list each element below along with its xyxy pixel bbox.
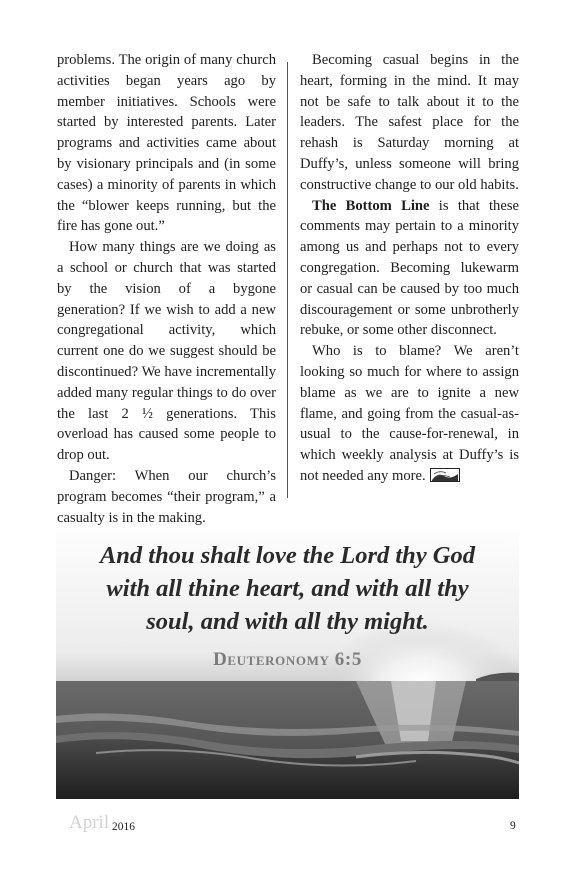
verse-line-3: soul, and with all thy might. <box>146 608 429 635</box>
verse-line-1: And thou shalt love the Lord thy God <box>99 542 476 569</box>
page-number: 9 <box>510 820 516 832</box>
end-of-article-icon <box>430 468 460 482</box>
right-paragraph-1: Becoming casual begins in the heart, forming in the mind. It may not be safe to talk about it to the leaders. The safest place for the rehash is Saturday morning at Duffy’s, unless someone will bring constructive change to our old habits. <box>300 52 519 193</box>
verse-text <box>56 539 519 638</box>
bottom-line-heading: The Bottom Line <box>312 197 430 214</box>
footer-month: April <box>69 812 110 833</box>
right-paragraph-3 <box>300 341 519 487</box>
left-paragraph-2: How many things are we doing as a school or church that was started by the vision of a bygone generation? If we wish to add a new congregational activity, which current one do we suggest should be discontinued? We have incrementally added many regular things to do over the last 2 ½ generations. This overload has caused some people to drop out. <box>57 239 276 464</box>
closing-text: Who is to blame? We aren’t looking so much for where to assign blame as we are to ignite a new flame, and going from the casual-as-usual to the cause-for-renewal, in which weekly analysis at Duffy’s is not needed any more. <box>300 343 519 484</box>
footer-year: 2016 <box>112 821 135 833</box>
right-paragraph-2 <box>300 196 519 342</box>
left-paragraph-3: Danger: When our church’s program becomes “their program,” a casualty is in the making. <box>57 467 276 526</box>
scripture-banner <box>56 531 519 799</box>
left-paragraph-1: problems. The origin of many church activities began years ago by member initiatives. Schools were started by interested parents. Later programs and activities came about by visionary principals and (in some cases) a minority of parents in which the “blower keeps running, but the fire has gone out.” <box>57 52 276 235</box>
bottom-line-text: is that these comments may pertain to a minority among us and perhaps not to every congregation. Becoming lukewarm or casual can be caused by too much discouragement or some unbrotherly rebuke, or some other disconnect. <box>300 197 519 339</box>
verse-reference: Deuteronomy 6:5 <box>213 649 362 670</box>
right-column <box>300 50 519 487</box>
left-column <box>57 50 276 528</box>
column-divider <box>287 62 288 498</box>
verse-line-2: with all thine heart, and with all thy <box>106 575 469 602</box>
